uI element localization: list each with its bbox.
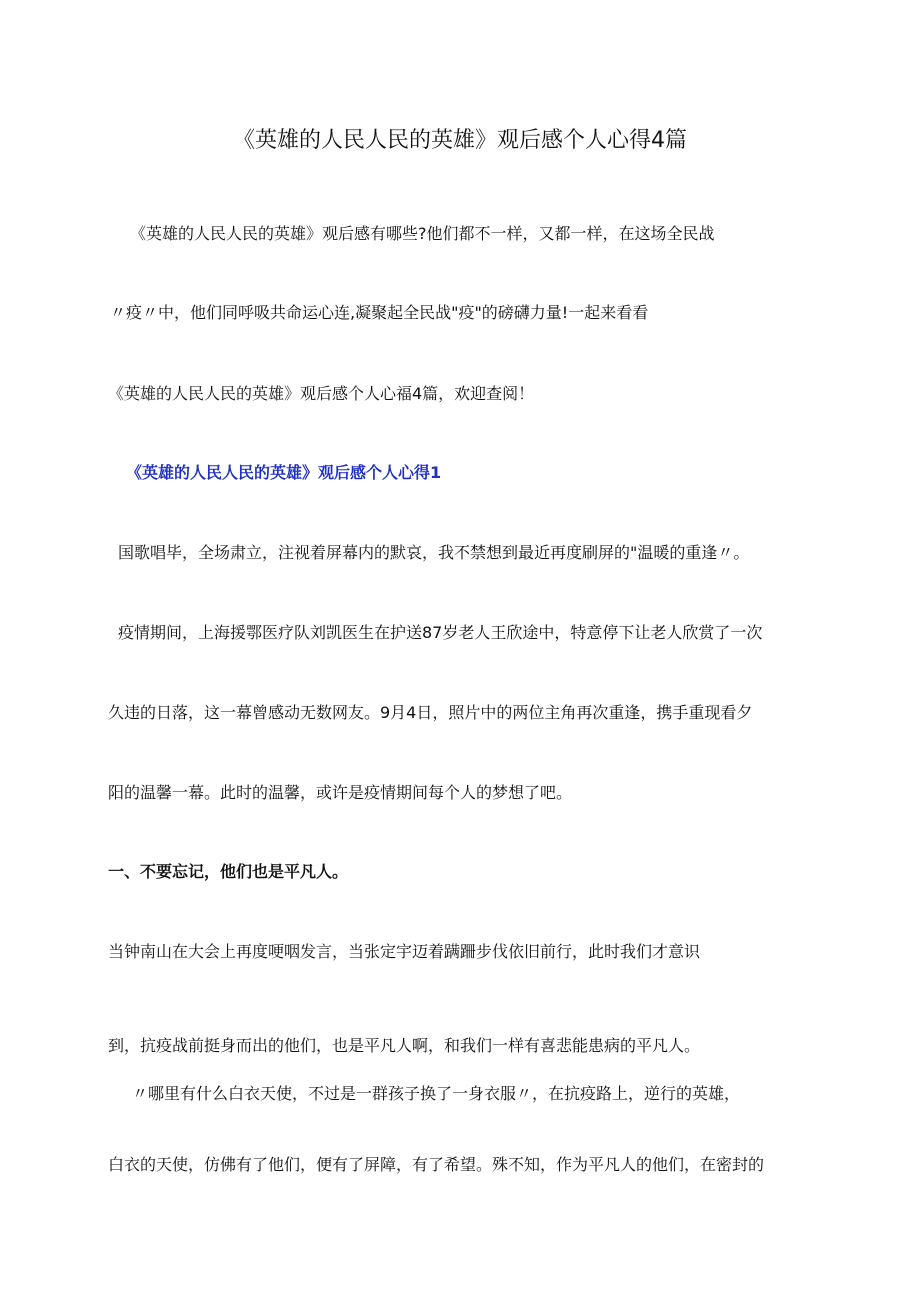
subheading-1: 一、不要忘记，他们也是平凡人。 <box>108 862 349 881</box>
para3-line-1: 当钟南山在大会上再度哽咽发言，当张定宇迈着蹒跚步伐依旧前行，此时我们才意识 <box>108 942 701 961</box>
intro-line-1: 《英雄的人民人民的英雄》观后感有哪些?他们都不一样，又都一样，在这场全民战 <box>130 224 715 243</box>
para3-line-2: 到，抗疫战前挺身而出的他们，也是平凡人啊，和我们一样有喜悲能患病的平凡人。 <box>108 1036 701 1055</box>
para2-line-1: 疫情期间，上海援鄂医疗队刘凯医生在护送87岁老人王欣途中，特意停下让老人欣赏了一次 <box>118 623 763 642</box>
para4-line-2: 白衣的天使，仿佛有了他们，便有了屏障，有了希望。殊不知，作为平凡人的他们，在密封的 <box>108 1155 765 1174</box>
para4-line-1: 〃哪里有什么白衣天使，不过是一群孩子换了一身衣服〃，在抗疫路上，逆行的英雄， <box>132 1084 741 1103</box>
para1-line-1: 国歌唱毕，全场肃立，注视着屏幕内的默哀，我不禁想到最近再度刷屏的"温暖的重逢〃。 <box>118 543 750 562</box>
para2-line-3: 阳的温馨一幕。此时的温馨，或许是疫情期间每个人的梦想了吧。 <box>108 783 573 802</box>
para2-line-2: 久违的日落，这一幕曾感动无数网友。9月4日，照片中的两位主角再次重逢，携手重现看夕 <box>108 703 753 722</box>
document-title: 《英雄的人民人民的英雄》观后感个人心得4篇 <box>233 128 687 153</box>
section-heading: 《英雄的人民人民的英雄》观后感个人心得1 <box>126 463 442 482</box>
intro-line-3: 《英雄的人民人民的英雄》观后感个人心福4篇，欢迎查阅！ <box>108 384 535 403</box>
intro-line-2: 〃疫〃中，他们同呼吸共命运心连,凝聚起全民战"疫"的磅礴力量!一起来看看 <box>110 303 649 322</box>
